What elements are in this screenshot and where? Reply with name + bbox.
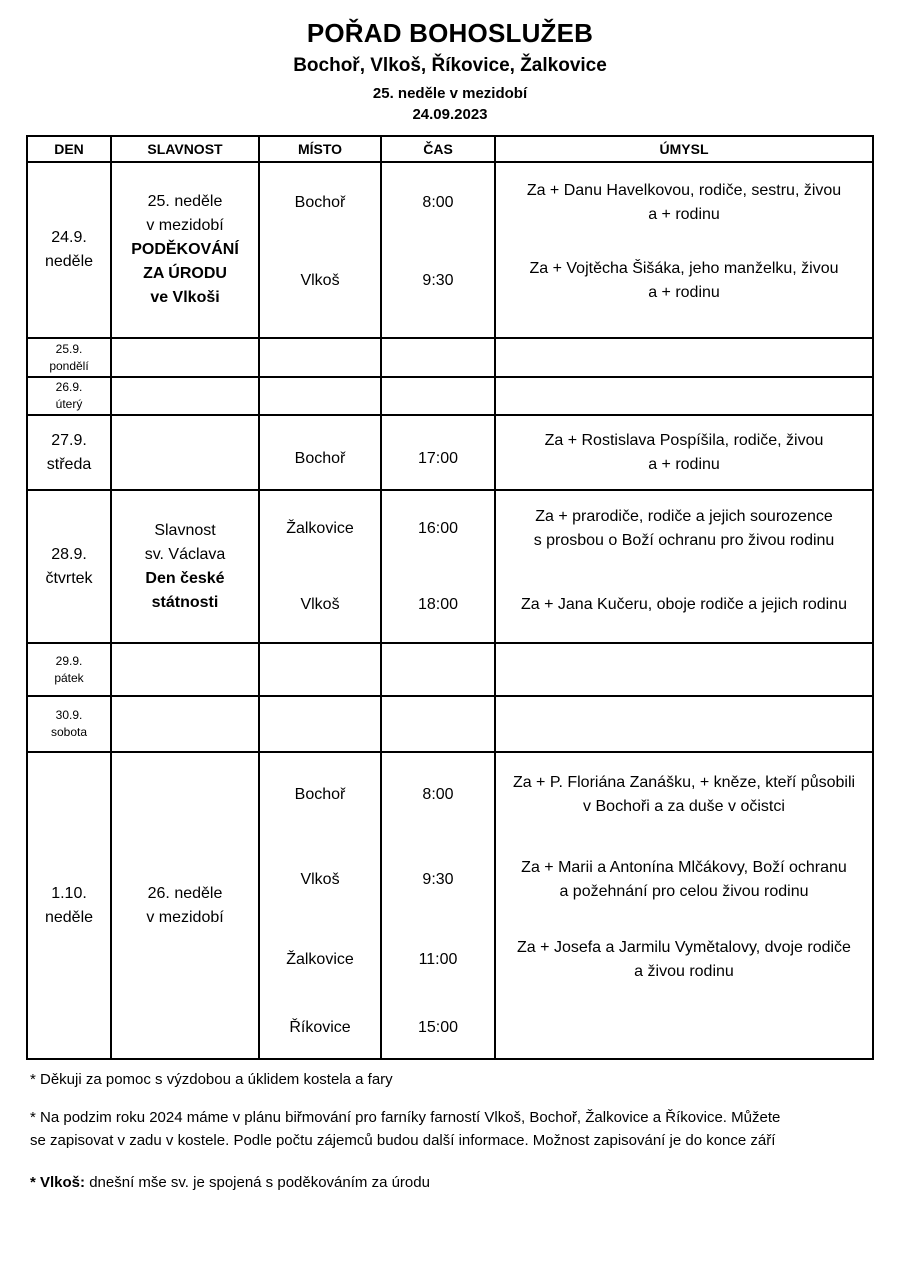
day-date: 28.9. bbox=[51, 545, 87, 563]
mass-time: 11:00 bbox=[418, 951, 458, 968]
place-cell bbox=[259, 415, 381, 490]
feast-highlight-line: státnosti bbox=[151, 593, 219, 611]
mass-place: Žalkovice bbox=[286, 951, 354, 968]
table-row-26-9 bbox=[27, 377, 873, 415]
feast-line: sv. Václava bbox=[144, 545, 226, 563]
table-row-27-9 bbox=[27, 415, 873, 490]
day-weekday: pátek bbox=[54, 670, 84, 685]
intention-cell bbox=[495, 162, 873, 338]
note-vlkos-text: dnešní mše sv. je spojená s poděkováním za úrodu bbox=[85, 1174, 430, 1191]
intention-line: Za + Vojtěcha Šišáka, jeho manželku, živou bbox=[529, 260, 839, 277]
table-row-24-9 bbox=[27, 162, 873, 338]
sunday-label: 25. neděle v mezidobí bbox=[372, 85, 528, 102]
feast-highlight-line: Den české bbox=[145, 569, 225, 587]
column-header-feast: SLAVNOST bbox=[111, 136, 259, 162]
place-cell bbox=[259, 696, 381, 752]
mass-time: 15:00 bbox=[417, 1018, 459, 1036]
day-date: 24.9. bbox=[51, 229, 87, 246]
mass-time: 18:00 bbox=[417, 595, 459, 613]
intention-cell bbox=[495, 490, 873, 643]
place-cell bbox=[259, 643, 381, 696]
feast-cell bbox=[111, 696, 259, 752]
intention-line: a + rodinu bbox=[648, 206, 720, 223]
table-row-29-9 bbox=[27, 643, 873, 696]
intention-cell bbox=[495, 696, 873, 752]
day-date: 26.9. bbox=[55, 380, 83, 394]
day-date: 27.9. bbox=[51, 431, 87, 449]
column-header-place: MÍSTO bbox=[259, 136, 381, 162]
day-weekday: pondělí bbox=[49, 358, 89, 373]
day-date: 30.9. bbox=[55, 708, 83, 722]
intention-cell bbox=[495, 338, 873, 377]
time-cell bbox=[381, 643, 495, 696]
mass-place: Vlkoš bbox=[300, 871, 340, 888]
feast-line: v mezidobí bbox=[146, 217, 224, 234]
note-confirmation bbox=[30, 1106, 875, 1152]
feast-line: v mezidobí bbox=[146, 908, 224, 926]
note-thanks: * Děkuji za pomoc s výzdobou a úklidem kostela a fary bbox=[30, 1071, 393, 1088]
feast-highlight-line: ZA ÚRODU bbox=[143, 265, 227, 282]
feast-cell bbox=[111, 162, 259, 338]
intention-cell bbox=[495, 415, 873, 490]
time-cell bbox=[381, 338, 495, 377]
intention-line: v Bochoři a za duše v očistci bbox=[583, 798, 785, 815]
mass-place: Bochoř bbox=[294, 450, 346, 467]
day-cell bbox=[27, 162, 111, 338]
intention-line: Za + Josefa a Jarmilu Vymětalovy, dvoje rodiče bbox=[517, 939, 851, 956]
intention-line: a + rodinu bbox=[648, 455, 720, 473]
intention-cell bbox=[495, 643, 873, 696]
place-cell bbox=[259, 490, 381, 643]
intention-line: Za + prarodiče, rodiče a jejich sourozence bbox=[535, 508, 833, 525]
feast-cell bbox=[111, 415, 259, 490]
time-cell bbox=[381, 490, 495, 643]
time-cell bbox=[381, 752, 495, 1059]
day-weekday: sobota bbox=[50, 725, 88, 739]
feast-cell bbox=[111, 643, 259, 696]
day-weekday: úterý bbox=[55, 397, 83, 411]
table-row-30-9 bbox=[27, 696, 873, 752]
feast-highlight-line: PODĚKOVÁNÍ bbox=[131, 241, 239, 258]
feast-line: 25. neděle bbox=[147, 193, 223, 210]
day-weekday: neděle bbox=[44, 253, 94, 270]
page-title: POŘAD BOHOSLUŽEB bbox=[306, 18, 594, 48]
intention-line: Za + Rostislava Pospíšila, rodiče, živou bbox=[544, 431, 824, 449]
feast-highlight-line: ve Vlkoši bbox=[150, 289, 220, 306]
day-cell bbox=[27, 338, 111, 377]
intention-line: Za + Marii a Antonína Mlčákovy, Boží ochranu bbox=[521, 859, 847, 876]
feast-line: Slavnost bbox=[154, 521, 216, 539]
day-cell bbox=[27, 415, 111, 490]
day-weekday: středa bbox=[46, 455, 92, 473]
note-confirmation-line: * Na podzim roku 2024 máme v plánu biřmování pro farníky farností Vlkoš, Bochoř, Žalkovice a Říkovice. Můžete bbox=[30, 1109, 781, 1126]
mass-time: 9:30 bbox=[422, 871, 454, 888]
mass-time: 8:00 bbox=[422, 786, 454, 803]
mass-place: Vlkoš bbox=[300, 272, 340, 289]
schedule-date: 24.09.2023 bbox=[412, 106, 488, 123]
intention-line: Za + Danu Havelkovou, rodiče, sestru, živou bbox=[526, 182, 842, 199]
mass-time: 16:00 bbox=[417, 520, 459, 537]
mass-time: 17:00 bbox=[417, 450, 459, 467]
column-header-intention: ÚMYSL bbox=[495, 136, 873, 162]
time-cell bbox=[381, 377, 495, 415]
time-cell bbox=[381, 415, 495, 490]
note-vlkos bbox=[30, 1171, 875, 1194]
time-cell bbox=[381, 162, 495, 338]
feast-cell bbox=[111, 752, 259, 1059]
column-header-day: DEN bbox=[27, 136, 111, 162]
place-cell bbox=[259, 377, 381, 415]
feast-line: 26. neděle bbox=[147, 884, 223, 902]
mass-time: 8:00 bbox=[422, 194, 454, 211]
mass-place: Žalkovice bbox=[286, 520, 354, 537]
feast-cell bbox=[111, 490, 259, 643]
day-cell bbox=[27, 752, 111, 1059]
intention-line: a + rodinu bbox=[648, 284, 720, 301]
table-header-row bbox=[27, 136, 873, 162]
time-cell bbox=[381, 696, 495, 752]
day-date: 25.9. bbox=[55, 341, 83, 356]
day-date: 1.10. bbox=[51, 884, 87, 902]
intention-line: a požehnání pro celou živou rodinu bbox=[559, 883, 809, 900]
parishes-subtitle: Bochoř, Vlkoš, Říkovice, Žalkovice bbox=[293, 55, 607, 76]
feast-cell bbox=[111, 338, 259, 377]
mass-place: Říkovice bbox=[289, 1018, 351, 1036]
day-date: 29.9. bbox=[55, 653, 83, 668]
note-vlkos-label: * Vlkoš: bbox=[30, 1174, 86, 1191]
mass-place: Vlkoš bbox=[300, 595, 340, 613]
table-row-25-9 bbox=[27, 338, 873, 377]
mass-schedule-table bbox=[26, 135, 874, 1060]
column-header-time: ČAS bbox=[381, 136, 495, 162]
intention-line: Za + P. Floriána Zanášku, + kněze, kteří působili bbox=[512, 774, 856, 791]
mass-time: 9:30 bbox=[422, 272, 454, 289]
note-confirmation-line: se zapisovat v zadu v kostele. Podle počtu zájemců budou další informace. Možnost zapisování je do konce září bbox=[30, 1132, 776, 1149]
day-weekday: neděle bbox=[44, 908, 94, 926]
intention-cell bbox=[495, 377, 873, 415]
feast-cell bbox=[111, 377, 259, 415]
intention-cell bbox=[495, 752, 873, 1059]
table-row-1-10 bbox=[27, 752, 873, 1059]
place-cell bbox=[259, 162, 381, 338]
intention-line: Za + Jana Kučeru, oboje rodiče a jejich rodinu bbox=[521, 595, 847, 613]
intention-line: a živou rodinu bbox=[634, 963, 734, 980]
place-cell bbox=[259, 752, 381, 1059]
table-row-28-9 bbox=[27, 490, 873, 643]
intention-line: s prosbou o Boží ochranu pro živou rodinu bbox=[533, 532, 835, 549]
mass-place: Bochoř bbox=[294, 194, 346, 211]
place-cell bbox=[259, 338, 381, 377]
day-cell bbox=[27, 643, 111, 696]
day-cell bbox=[27, 490, 111, 643]
mass-place: Bochoř bbox=[294, 786, 346, 803]
day-cell bbox=[27, 377, 111, 415]
day-cell bbox=[27, 696, 111, 752]
day-weekday: čtvrtek bbox=[45, 569, 93, 587]
